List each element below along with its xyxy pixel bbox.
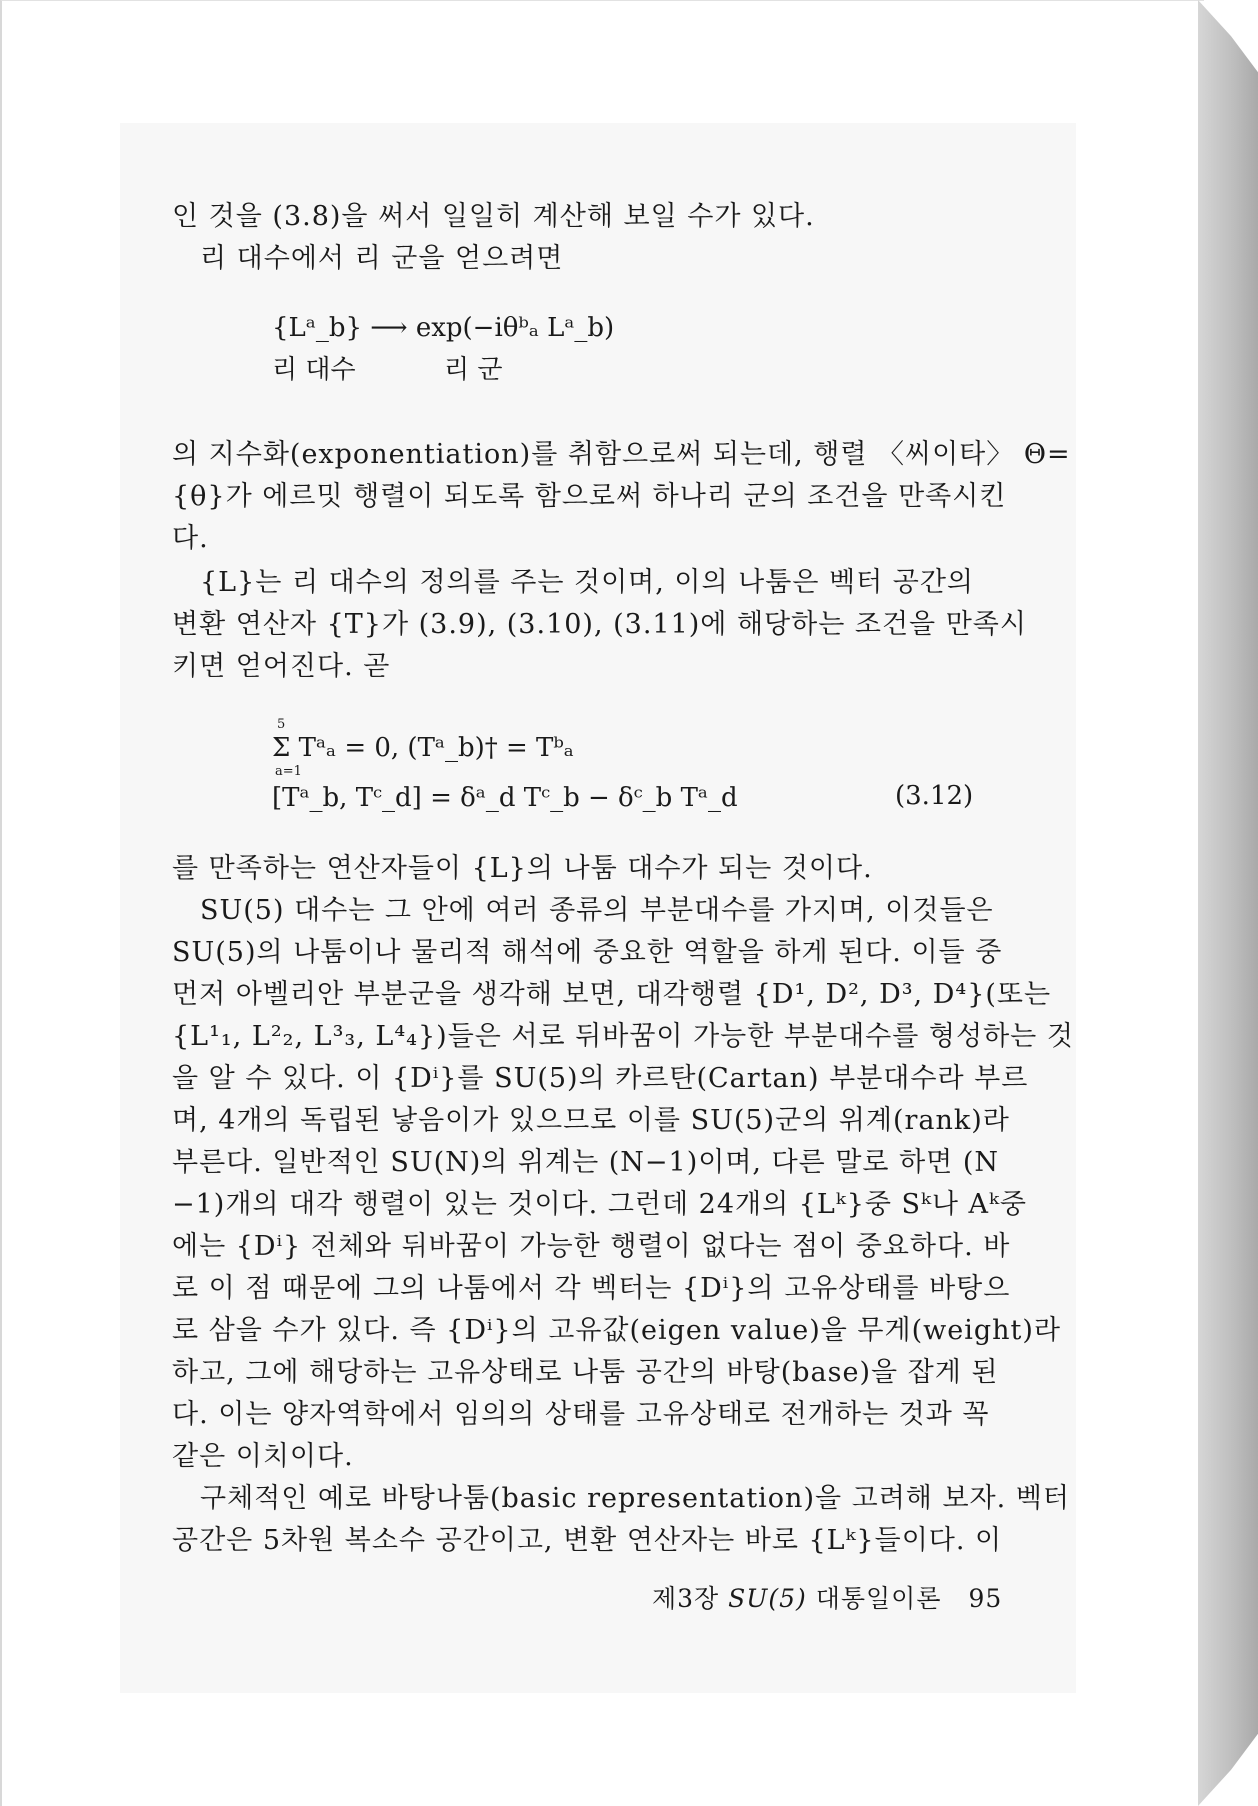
text-line: 먼저 아벨리안 부분군을 생각해 보면, 대각행렬 {D¹, D², D³, D⁴}(또는 — [172, 979, 1052, 1010]
page-number: 95 — [968, 1584, 1003, 1613]
text-line: 인 것을 (3.8)을 써서 일일히 계산해 보일 수가 있다. — [172, 201, 815, 232]
text-line: 을 알 수 있다. 이 {Dⁱ}를 SU(5)의 카르탄(Cartan) 부분대수라 부르 — [172, 1063, 1029, 1094]
text-line: 며, 4개의 독립된 낳음이가 있으므로 이를 SU(5)군의 위계(rank)라 — [172, 1105, 1010, 1136]
text-line: 같은 이치이다. — [172, 1441, 354, 1472]
text-line: {L¹₁, L²₂, L³₃, L⁴₄})들은 서로 뒤바꿈이 가능한 부분대수를 형성하는 것 — [172, 1021, 1074, 1052]
text-line: {L}는 리 대수의 정의를 주는 것이며, 이의 나툼은 벡터 공간의 — [200, 567, 974, 598]
equation-trace: Σ Tᵃₐ = 0, (Tᵃ_b)† = Tᵇₐ — [272, 733, 574, 763]
lie-map-equation: {Lᵃ_b} ⟶ exp(−iθᵇₐ Lᵃ_b) — [272, 313, 615, 343]
text-line: 로 이 점 때문에 그의 나툼에서 각 벡터는 {Dⁱ}의 고유상태를 바탕으 — [172, 1273, 1011, 1304]
text-line: 구체적인 예로 바탕나툼(basic representation)을 고려해 보자. 벡터 — [200, 1483, 1070, 1514]
footer-title: 대통일이론 — [815, 1584, 942, 1613]
text-line: 에는 {Dⁱ} 전체와 뒤바꿈이 가능한 행렬이 없다는 점이 중요하다. 바 — [172, 1231, 1011, 1262]
text-line: 변환 연산자 {T}가 (3.9), (3.10), (3.11)에 해당하는 조건을 만족시 — [172, 609, 1027, 640]
text-line: 로 삼을 수가 있다. 즉 {Dⁱ}의 고유값(eigen value)을 무게(weight)라 — [172, 1315, 1061, 1346]
text-line: 하고, 그에 해당하는 고유상태로 나툼 공간의 바탕(base)을 잡게 된 — [172, 1357, 999, 1388]
text-line: 리 대수에서 리 군을 얻으려면 — [200, 243, 564, 274]
text-line: 다. — [172, 523, 209, 554]
page-footer — [652, 1579, 1002, 1615]
text-line: SU(5) 대수는 그 안에 여러 종류의 부분대수를 가지며, 이것들은 — [200, 895, 994, 926]
sum-lower-limit: a=1 — [275, 764, 302, 779]
footer-su: SU(5) — [728, 1584, 807, 1613]
text-line: 키면 얻어진다. 곧 — [172, 651, 391, 682]
text-line: 다. 이는 양자역학에서 임의의 상태를 고유상태로 전개하는 것과 꼭 — [172, 1399, 990, 1430]
sum-upper-limit: 5 — [277, 717, 286, 732]
text-line: −1)개의 대각 행렬이 있는 것이다. 그런데 24개의 {Lᵏ}중 Sᵏ나 Aᵏ중 — [172, 1189, 1027, 1220]
text-line: SU(5)의 나툼이나 물리적 해석에 중요한 역할을 하게 된다. 이들 중 — [172, 937, 1003, 968]
text-line: 부른다. 일반적인 SU(N)의 위계는 (N−1)이며, 다른 말로 하면 (N — [172, 1147, 999, 1178]
lie-algebra-label: 리 대수 — [272, 355, 356, 385]
footer-chapter: 제3장 — [652, 1584, 720, 1613]
equation-number: (3.12) — [895, 781, 974, 811]
text-line: 의 지수화(exponentiation)를 취함으로써 되는데, 행렬 〈씨이타〉 Θ= — [172, 439, 1071, 470]
equation-commutator: [Tᵃ_b, Tᶜ_d] = δᵃ_d Tᶜ_b − δᶜ_b Tᵃ_d — [272, 783, 738, 813]
text-line: {θ}가 에르밋 행렬이 되도록 함으로써 하나리 군의 조건을 만족시킨 — [172, 481, 1007, 512]
text-line: 를 만족하는 연산자들이 {L}의 나툼 대수가 되는 것이다. — [172, 853, 873, 884]
text-line: 공간은 5차원 복소수 공간이고, 변환 연산자는 바로 {Lᵏ}들이다. 이 — [172, 1525, 1003, 1556]
page-edge-shadow — [1198, 0, 1258, 1806]
lie-group-label: 리 군 — [444, 355, 503, 385]
